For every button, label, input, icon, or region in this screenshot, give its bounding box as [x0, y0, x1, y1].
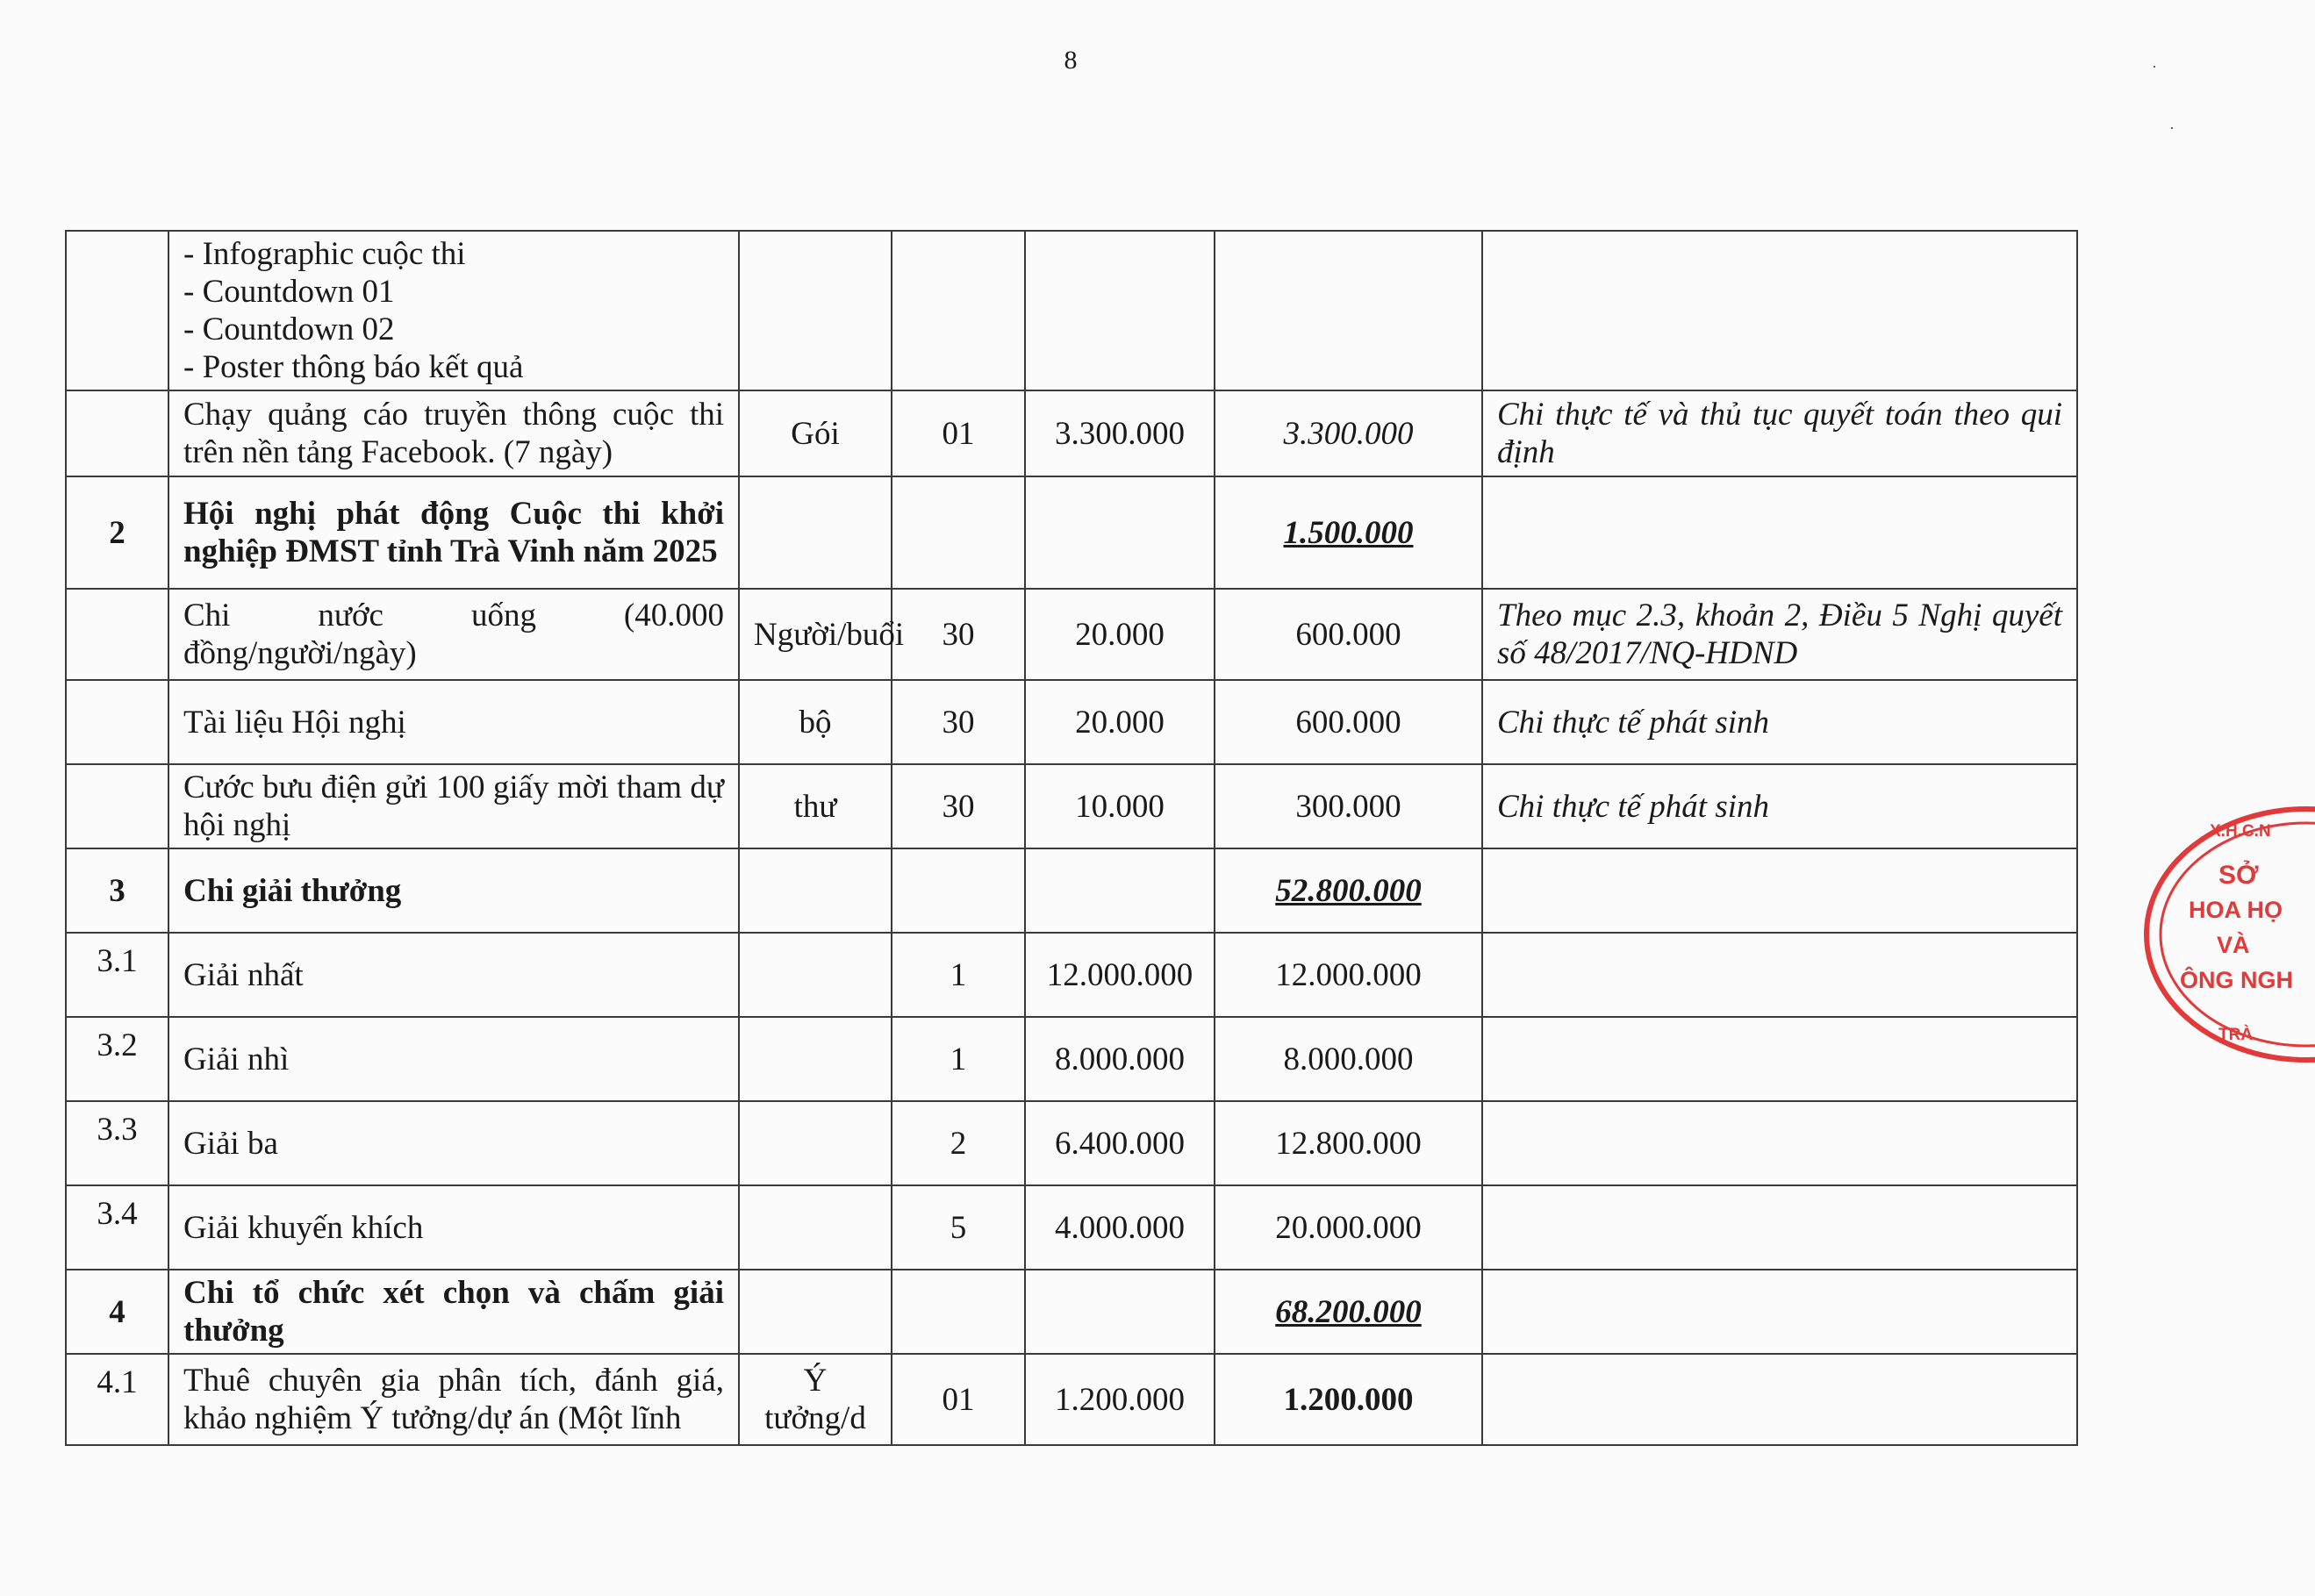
cell-stt: 3.4: [66, 1185, 168, 1270]
cell-total: [1215, 1354, 1482, 1445]
cell-note: [1482, 1270, 2077, 1354]
cell-note: Chi thực tế phát sinh: [1482, 764, 2077, 848]
cell-content: Giải nhì: [168, 1017, 739, 1101]
cell-stt: 3.3: [66, 1101, 168, 1185]
cell-qty: 1: [892, 933, 1025, 1017]
table-row: [66, 1354, 2077, 1445]
cell-stt: 3: [66, 848, 168, 933]
total-value: 3.300.000: [1283, 415, 1414, 452]
cell-note: Chi thực tế phát sinh: [1482, 680, 2077, 764]
total-value: 20.000.000: [1275, 1209, 1422, 1246]
cell-qty: [892, 231, 1025, 390]
cell-note: [1482, 1354, 2077, 1445]
seal-line-4: ÔNG NGH: [2180, 967, 2294, 993]
total-value: 8.000.000: [1283, 1041, 1414, 1077]
scan-speck: ·: [2169, 119, 2175, 137]
content-line: - Infographic cuộc thi: [183, 236, 466, 272]
cell-stt: 3.1: [66, 933, 168, 1017]
cell-unit: [739, 1270, 892, 1354]
cell-stt: [66, 680, 168, 764]
total-value: 600.000: [1295, 616, 1401, 653]
seal-line-3: VÀ: [2217, 932, 2250, 958]
table-row: [66, 1185, 2077, 1270]
cell-content: Chi tổ chức xét chọn và chấm giải thưởng: [168, 1270, 739, 1354]
cell-total: [1215, 848, 1482, 933]
cell-total: [1215, 1270, 1482, 1354]
cell-qty: [892, 1270, 1025, 1354]
seal-top-text: X.H.C.N: [2210, 822, 2271, 841]
page-number: 8: [1064, 46, 1078, 75]
table-row: [66, 1017, 2077, 1101]
cell-unit-price: 20.000: [1025, 589, 1215, 680]
cell-unit-price: [1025, 476, 1215, 589]
total-value: 12.000.000: [1275, 956, 1422, 993]
cell-unit: Gói: [739, 390, 892, 476]
cell-stt: 2: [66, 476, 168, 589]
cell-stt: [66, 589, 168, 680]
cell-qty: 01: [892, 390, 1025, 476]
total-value: 1.200.000: [1283, 1381, 1414, 1418]
cell-stt: [66, 231, 168, 390]
cell-unit-price: 8.000.000: [1025, 1017, 1215, 1101]
cell-qty: 30: [892, 764, 1025, 848]
cell-qty: 1: [892, 1017, 1025, 1101]
cell-unit-price: 4.000.000: [1025, 1185, 1215, 1270]
cell-content: Giải khuyến khích: [168, 1185, 739, 1270]
total-value: 12.800.000: [1275, 1125, 1422, 1162]
official-seal: [2139, 803, 2315, 1066]
content-line: - Countdown 02: [183, 311, 395, 347]
cell-total: [1215, 680, 1482, 764]
cell-stt: 4.1: [66, 1354, 168, 1445]
section-total: 52.800.000: [1275, 872, 1422, 909]
table-row: [66, 1101, 2077, 1185]
cell-unit: [739, 1017, 892, 1101]
cell-note: [1482, 476, 2077, 589]
cell-note: [1482, 231, 2077, 390]
cell-note: [1482, 1185, 2077, 1270]
cell-total: [1215, 390, 1482, 476]
cell-total: [1215, 1101, 1482, 1185]
cell-content: Tài liệu Hội nghị: [168, 680, 739, 764]
cell-content: [168, 231, 739, 390]
table-row: [66, 680, 2077, 764]
cell-unit: [739, 476, 892, 589]
cell-content: Hội nghị phát động Cuộc thi khởi nghiệp ĐMST tỉnh Trà Vinh năm 2025: [168, 476, 739, 589]
cell-qty: 01: [892, 1354, 1025, 1445]
seal-line-1: SỞ: [2218, 861, 2259, 890]
table-row: [66, 231, 2077, 390]
section-total: 68.200.000: [1275, 1293, 1422, 1330]
total-value: 300.000: [1295, 788, 1401, 825]
cell-content: Thuê chuyên gia phân tích, đánh giá, khảo nghiệm Ý tưởng/dự án (Một lĩnh: [168, 1354, 739, 1445]
cell-note: [1482, 1101, 2077, 1185]
table-row: [66, 933, 2077, 1017]
seal-line-2: HOA HỌ: [2189, 897, 2283, 923]
cell-note: [1482, 1017, 2077, 1101]
cell-unit: [739, 1185, 892, 1270]
cell-unit: Ý tưởng/d: [739, 1354, 892, 1445]
cell-qty: 2: [892, 1101, 1025, 1185]
cell-content: Chi nước uống (40.000 đồng/người/ngày): [168, 589, 739, 680]
section-row: [66, 848, 2077, 933]
cell-unit: bộ: [739, 680, 892, 764]
cell-note: Theo mục 2.3, khoản 2, Điều 5 Nghị quyết số 48/2017/NQ-HDND: [1482, 589, 2077, 680]
cell-stt: [66, 390, 168, 476]
cell-unit: [739, 1101, 892, 1185]
section-total: 1.500.000: [1283, 514, 1414, 551]
cell-qty: 5: [892, 1185, 1025, 1270]
cell-qty: 30: [892, 680, 1025, 764]
cell-total: [1215, 1185, 1482, 1270]
cell-total: [1215, 476, 1482, 589]
cell-stt: 4: [66, 1270, 168, 1354]
cell-unit-price: 3.300.000: [1025, 390, 1215, 476]
cell-content: Giải nhất: [168, 933, 739, 1017]
seal-bottom-text: TRÀ: [2218, 1026, 2254, 1044]
total-value: 600.000: [1295, 704, 1401, 741]
cell-total: [1215, 933, 1482, 1017]
cell-note: [1482, 848, 2077, 933]
cell-stt: [66, 764, 168, 848]
cell-unit-price: 12.000.000: [1025, 933, 1215, 1017]
cell-unit: [739, 848, 892, 933]
budget-table-body: [66, 231, 2077, 1445]
table-row: [66, 390, 2077, 476]
cell-total: [1215, 1017, 1482, 1101]
cell-stt: 3.2: [66, 1017, 168, 1101]
scan-speck: ·: [2152, 58, 2157, 75]
cell-content: Chạy quảng cáo truyền thông cuộc thi trên nền tảng Facebook. (7 ngày): [168, 390, 739, 476]
cell-content: Cước bưu điện gửi 100 giấy mời tham dự hội nghị: [168, 764, 739, 848]
cell-qty: [892, 848, 1025, 933]
cell-content: Giải ba: [168, 1101, 739, 1185]
cell-total: [1215, 231, 1482, 390]
cell-content: Chi giải thưởng: [168, 848, 739, 933]
cell-qty: 30: [892, 589, 1025, 680]
table-row: [66, 589, 2077, 680]
table-row: [66, 764, 2077, 848]
cell-unit-price: [1025, 1270, 1215, 1354]
cell-unit-price: [1025, 848, 1215, 933]
content-line: - Countdown 01: [183, 274, 395, 310]
section-row: [66, 1270, 2077, 1354]
cell-unit: Người/buổi: [739, 589, 892, 680]
content-line: - Poster thông báo kết quả: [183, 349, 524, 385]
cell-unit-price: [1025, 231, 1215, 390]
cell-total: [1215, 764, 1482, 848]
cell-note: Chi thực tế và thủ tục quyết toán theo qui định: [1482, 390, 2077, 476]
cell-unit-price: 10.000: [1025, 764, 1215, 848]
cell-unit: [739, 231, 892, 390]
cell-qty: [892, 476, 1025, 589]
cell-unit: [739, 933, 892, 1017]
budget-table: [65, 230, 2078, 1446]
section-row: [66, 476, 2077, 589]
cell-unit-price: 6.400.000: [1025, 1101, 1215, 1185]
cell-unit-price: 1.200.000: [1025, 1354, 1215, 1445]
cell-unit-price: 20.000: [1025, 680, 1215, 764]
cell-note: [1482, 933, 2077, 1017]
cell-total: [1215, 589, 1482, 680]
cell-unit: thư: [739, 764, 892, 848]
